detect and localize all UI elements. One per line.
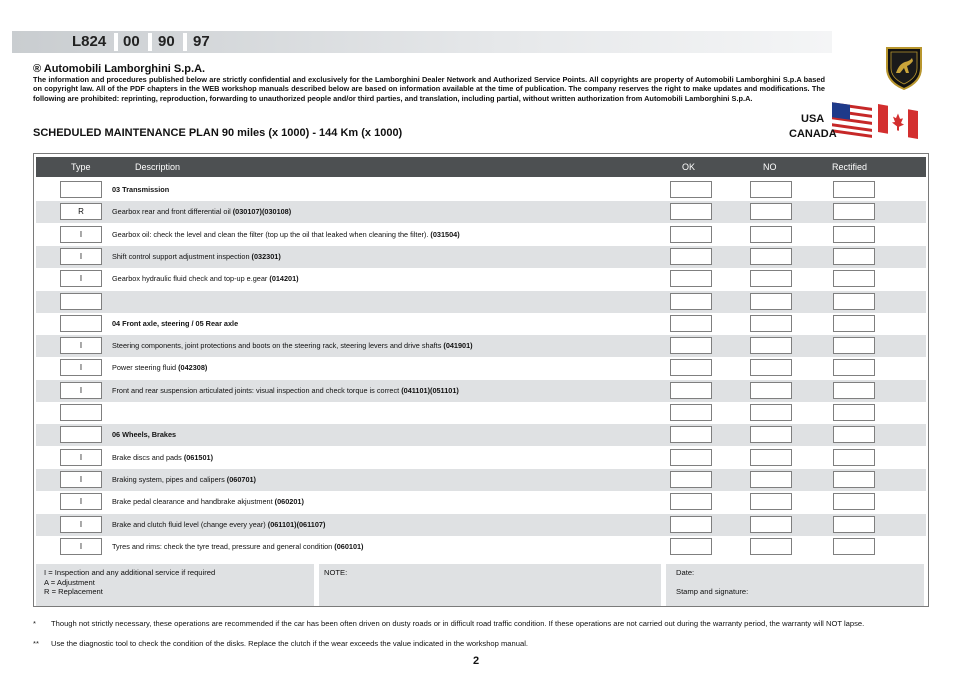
doc-code-1: L824	[72, 33, 107, 50]
region-canada: CANADA	[789, 128, 837, 140]
operation-text: Brake discs and pads	[112, 452, 182, 462]
legend-box	[36, 564, 314, 606]
legend-replacement: R = Replacement	[44, 587, 103, 596]
code-separator	[148, 33, 152, 51]
table-row	[36, 402, 926, 424]
col-rectified: Rectified	[832, 162, 868, 172]
rectified-checkbox[interactable]	[833, 203, 875, 220]
doc-code-3: 90	[158, 33, 175, 50]
ok-checkbox[interactable]	[670, 538, 712, 555]
footnote-text: Though not strictly necessary, these operations are recommended if the car has been often driven on dusty roads or in difficult road traffic condition. If these operations are not carried out during the warranty period, the warranty will NOT lapse.	[51, 619, 865, 628]
operation-code: (014201)	[269, 274, 299, 284]
table-row	[36, 447, 926, 469]
operation-code: (060101)	[334, 541, 364, 551]
rectified-checkbox[interactable]	[833, 226, 875, 243]
no-checkbox[interactable]	[750, 337, 792, 354]
operation-text: Gearbox oil: check the level and clean the filter (top up the oil that leaked when cleaning the filter).	[112, 229, 429, 239]
operation-text: Brake pedal clearance and handbrake akjustment	[112, 497, 273, 507]
description-cell	[112, 185, 169, 194]
operation-code: (042308)	[178, 363, 208, 373]
no-checkbox[interactable]	[750, 226, 792, 243]
region-usa: USA	[801, 113, 825, 125]
operation-text: Shift control support adjustment inspection	[112, 251, 250, 261]
code-separator	[114, 33, 118, 51]
legend-inspection: I = Inspection and any additional service if required	[44, 568, 216, 577]
ok-checkbox[interactable]	[670, 226, 712, 243]
footnote-2	[33, 639, 933, 649]
legal-notice: The information and procedures published below are strictly confidential and exclusively for the Lamborghini Dealer Network and Authorized Service Points. All copyrights are property of Automobili Lamborghini S.p.A based on copyright law. All of the PDF chapters in the WEB workshop manuals described below are based on information available at the time of publication. The company reserves the right to make updates and modifications. The following are prohibited: reprinting, reproduction, forwarding to unauthorized people and/or third parties, and translation, including partial, without written authorization from Automobili Lamborghini S.p.A.	[33, 75, 825, 103]
col-description: Description	[135, 162, 181, 172]
brand-name: ® Automobili Lamborghini S.p.A.	[33, 63, 206, 75]
table-row	[36, 224, 926, 246]
operation-text: Braking system, pipes and calipers	[112, 474, 225, 484]
section-heading: 03 Transmission	[112, 185, 170, 194]
operation-code: (032301)	[251, 251, 281, 261]
operation-text: Gearbox hydraulic fluid check and top-up e.gear	[112, 274, 268, 284]
date-stamp-box[interactable]	[666, 564, 924, 606]
type-cell[interactable]: R	[60, 203, 102, 220]
type-cell[interactable]: I	[60, 538, 102, 555]
ok-checkbox[interactable]	[670, 404, 712, 421]
type-cell[interactable]	[60, 315, 102, 332]
ok-checkbox[interactable]	[670, 203, 712, 220]
page-number: 2	[473, 655, 480, 667]
operation-code: (060701)	[226, 474, 256, 484]
rectified-checkbox[interactable]	[833, 359, 875, 376]
no-checkbox[interactable]	[750, 493, 792, 510]
type-cell[interactable]: I	[60, 359, 102, 376]
type-cell[interactable]: I	[60, 449, 102, 466]
footnote-1	[33, 619, 933, 639]
type-cell[interactable]	[60, 181, 102, 198]
rectified-checkbox[interactable]	[833, 270, 875, 287]
ok-checkbox[interactable]	[670, 315, 712, 332]
rectified-checkbox[interactable]	[833, 293, 875, 310]
table-row	[36, 491, 926, 513]
type-cell[interactable]: I	[60, 382, 102, 399]
ok-checkbox[interactable]	[670, 471, 712, 488]
operation-text: Steering components, joint protections and boots on the steering rack, steering levers and drive shafts	[112, 341, 442, 351]
ok-checkbox[interactable]	[670, 270, 712, 287]
table-row	[36, 536, 926, 558]
no-checkbox[interactable]	[750, 404, 792, 421]
rectified-checkbox[interactable]	[833, 449, 875, 466]
no-checkbox[interactable]	[750, 359, 792, 376]
rectified-checkbox[interactable]	[833, 516, 875, 533]
description-cell	[112, 453, 213, 462]
no-checkbox[interactable]	[750, 426, 792, 443]
date-label: Date:	[676, 568, 695, 577]
rectified-checkbox[interactable]	[833, 538, 875, 555]
maintenance-table	[33, 153, 929, 607]
description-cell	[112, 341, 473, 350]
note-box[interactable]	[319, 564, 661, 606]
no-checkbox[interactable]	[750, 181, 792, 198]
legend-adjustment: A = Adjustment	[44, 577, 95, 587]
ok-checkbox[interactable]	[670, 516, 712, 533]
description-cell	[112, 207, 291, 216]
operation-text: Power steering fluid	[112, 363, 177, 373]
ok-checkbox[interactable]	[670, 181, 712, 198]
description-cell	[112, 542, 364, 551]
no-checkbox[interactable]	[750, 203, 792, 220]
operation-code: (030107)(030108)	[232, 207, 292, 217]
operation-text: Tyres and rims: check the tyre tread, pressure and general condition	[112, 541, 333, 551]
ok-checkbox[interactable]	[670, 359, 712, 376]
table-row	[36, 335, 926, 357]
footnote-text: Use the diagnostic tool to check the condition of the disks. Replace the clutch if the wear exceeds the value indicated in the workshop manual.	[51, 639, 528, 648]
rectified-checkbox[interactable]	[833, 471, 875, 488]
table-row	[36, 313, 926, 335]
rectified-checkbox[interactable]	[833, 493, 875, 510]
doc-code-4: 97	[193, 33, 210, 50]
no-checkbox[interactable]	[750, 471, 792, 488]
usa-flag-icon	[832, 102, 872, 138]
no-checkbox[interactable]	[750, 516, 792, 533]
operation-code: (061501)	[183, 452, 214, 462]
no-checkbox[interactable]	[750, 248, 792, 265]
operation-text: Front and rear suspension articulated joints: visual inspection and check torque is correct	[112, 385, 400, 395]
type-cell[interactable]: I	[60, 516, 102, 533]
ok-checkbox[interactable]	[670, 382, 712, 399]
code-separator	[183, 33, 187, 51]
ok-checkbox[interactable]	[670, 493, 712, 510]
no-checkbox[interactable]	[750, 449, 792, 466]
description-cell	[112, 386, 459, 395]
plan-title: SCHEDULED MAINTENANCE PLAN 90 miles (x 1000) - 144 Km (x 1000)	[33, 127, 403, 139]
table-row	[36, 268, 926, 290]
col-no: NO	[763, 162, 777, 172]
table-row	[36, 380, 926, 402]
footnote-mark: **	[33, 639, 39, 648]
operation-code: (060201)	[274, 497, 304, 507]
no-checkbox[interactable]	[750, 382, 792, 399]
operation-code: (061101)(061107)	[267, 519, 326, 529]
table-row	[36, 246, 926, 268]
type-cell[interactable]: I	[60, 471, 102, 488]
no-checkbox[interactable]	[750, 538, 792, 555]
section-heading: 06 Wheels, Brakes	[112, 430, 177, 440]
operation-code: (041901)	[443, 341, 473, 351]
section-heading: 04 Front axle, steering / 05 Rear axle	[112, 318, 239, 328]
operation-code: (031504)	[430, 229, 460, 239]
type-cell[interactable]: I	[60, 493, 102, 510]
ok-checkbox[interactable]	[670, 449, 712, 466]
footnotes	[33, 619, 933, 649]
rectified-checkbox[interactable]	[833, 404, 875, 421]
type-cell[interactable]	[60, 404, 102, 421]
table-header	[36, 157, 926, 177]
ok-checkbox[interactable]	[670, 293, 712, 310]
description-cell	[112, 274, 299, 283]
description-cell	[112, 252, 281, 261]
region-flags	[830, 100, 926, 150]
table-row	[36, 179, 926, 201]
description-cell	[112, 363, 207, 372]
table-row	[36, 424, 926, 446]
description-cell	[112, 475, 256, 484]
footnote-mark: *	[33, 619, 36, 628]
type-cell[interactable]	[60, 426, 102, 443]
table-row	[36, 514, 926, 536]
lamborghini-shield-icon	[885, 46, 923, 90]
type-cell[interactable]: I	[60, 226, 102, 243]
rectified-checkbox[interactable]	[833, 248, 875, 265]
rectified-checkbox[interactable]	[833, 315, 875, 332]
canada-flag-icon	[878, 104, 918, 139]
operation-code: (041101)(051101)	[401, 385, 459, 395]
operation-text: Gearbox rear and front differential oil	[112, 207, 231, 217]
note-label: NOTE:	[324, 568, 348, 577]
rectified-checkbox[interactable]	[833, 337, 875, 354]
no-checkbox[interactable]	[750, 315, 792, 332]
description-cell	[112, 430, 176, 439]
type-cell[interactable]: I	[60, 337, 102, 354]
description-cell	[112, 230, 460, 239]
no-checkbox[interactable]	[750, 293, 792, 310]
table-row	[36, 291, 926, 313]
rectified-checkbox[interactable]	[833, 426, 875, 443]
description-cell	[112, 319, 238, 328]
operation-text: Brake and clutch fluid level (change every year)	[112, 519, 266, 529]
col-ok: OK	[682, 162, 696, 172]
type-cell[interactable]: I	[60, 270, 102, 287]
type-cell[interactable]	[60, 293, 102, 310]
ok-checkbox[interactable]	[670, 426, 712, 443]
type-cell[interactable]: I	[60, 248, 102, 265]
no-checkbox[interactable]	[750, 270, 792, 287]
table-row	[36, 201, 926, 223]
col-type: Type	[71, 162, 91, 172]
table-row	[36, 357, 926, 379]
table-row	[36, 469, 926, 491]
ok-checkbox[interactable]	[670, 248, 712, 265]
description-cell	[112, 497, 304, 506]
ok-checkbox[interactable]	[670, 337, 712, 354]
doc-code-2: 00	[123, 33, 140, 50]
description-cell	[112, 520, 325, 529]
rectified-checkbox[interactable]	[833, 382, 875, 399]
rectified-checkbox[interactable]	[833, 181, 875, 198]
stamp-label: Stamp and signature:	[676, 586, 749, 596]
